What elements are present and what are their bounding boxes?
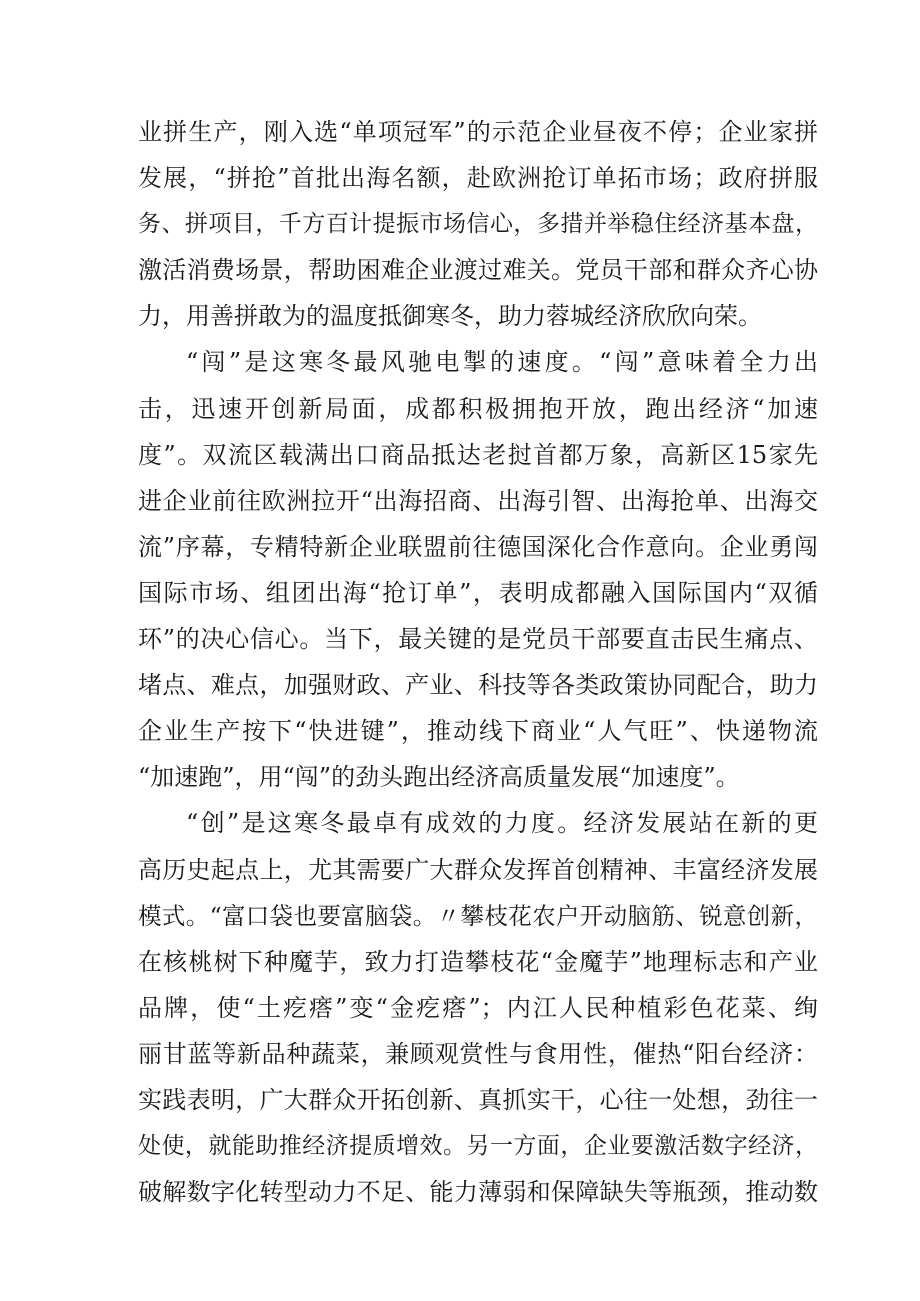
text-line: 发展，“拼抢”首批出海名额，赴欧洲抢订单拓市场；政府拼服 [138,164,818,193]
text-line: 激活消费场景，帮助困难企业渡过难关。党员干部和群众齐心协 [138,256,818,285]
document-body [138,109,818,1215]
text-line: 丽甘蓝等新品种蔬菜，兼顾观赏性与食用性，催热“阳台经济： [138,1039,818,1068]
text-line: 高历史起点上，尤其需要广大群众发挥首创精神、丰富经济发展 [138,855,818,884]
text-line: 务、拼项目，千方百计提振市场信心，多措并举稳住经济基本盘， [138,211,818,238]
text-line: 模式。“富口袋也要富脑袋。〃攀枝花农户开动脑筋、锐意创新， [138,901,818,930]
text-line: 堵点、难点，加强财政、产业、科技等各类政策协同配合，助力 [138,671,818,700]
text-line: 实践表明，广大群众开拓创新、真抓实干，心往一处想，劲往一 [138,1085,818,1114]
text-line: 业拼生产，刚入选“单项冠军”的示范企业昼夜不停；企业家拼 [138,118,818,146]
text-line: 企业生产按下“快进键”，推动线下商业“人气旺”、快递物流 [138,717,818,746]
text-line: 力，用善拼敢为的温度抵御寒冬，助力蓉城经济欣欣向荣。 [138,302,762,331]
text-line: 处使，就能助推经济提质增效。另一方面，企业要激活数字经济， [138,1133,818,1160]
text-line: 在核桃树下种魔芋，致力打造攀枝花“金魔芋”地理标志和产业 [138,947,818,976]
text-line: 流”序幕，专精特新企业联盟前往德国深化合作意向。企业勇闯 [138,532,818,561]
text-line: 击，迅速开创新局面，成都积极拥抱开放，跑出经济“加速 [138,394,818,423]
text-line: 进企业前往欧洲拉开“出海招商、出海引智、出海抢单、出海交 [138,486,818,515]
text-line: “闯”是这寒冬最风驰电掣的速度。“闯”意味着全力出 [186,348,818,377]
text-line: “加速跑”，用“闯”的劲头跑出经济高质量发展“加速度”。 [138,763,740,792]
text-line: “创”是这寒冬最卓有成效的力度。经济发展站在新的更 [186,809,818,838]
paragraph-2 [138,339,818,800]
text-line: 破解数字化转型动力不足、能力薄弱和保障缺失等瓶颈，推动数 [138,1178,818,1207]
paragraph-1 [138,109,818,339]
paragraph-3 [138,800,818,1215]
text-line: 品牌，使“土疙瘩”变“金疙瘩”；内江人民种植彩色花菜、绚 [138,993,818,1022]
text-line: 度”。双流区载满出口商品抵达老挝首都万象，高新区15家先 [138,440,818,469]
text-line: 环”的决心信心。当下，最关键的是党员干部要直击民生痛点、 [138,625,818,654]
text-line: 国际市场、组团出海“抢订单”，表明成都融入国际国内“双循 [138,578,818,607]
